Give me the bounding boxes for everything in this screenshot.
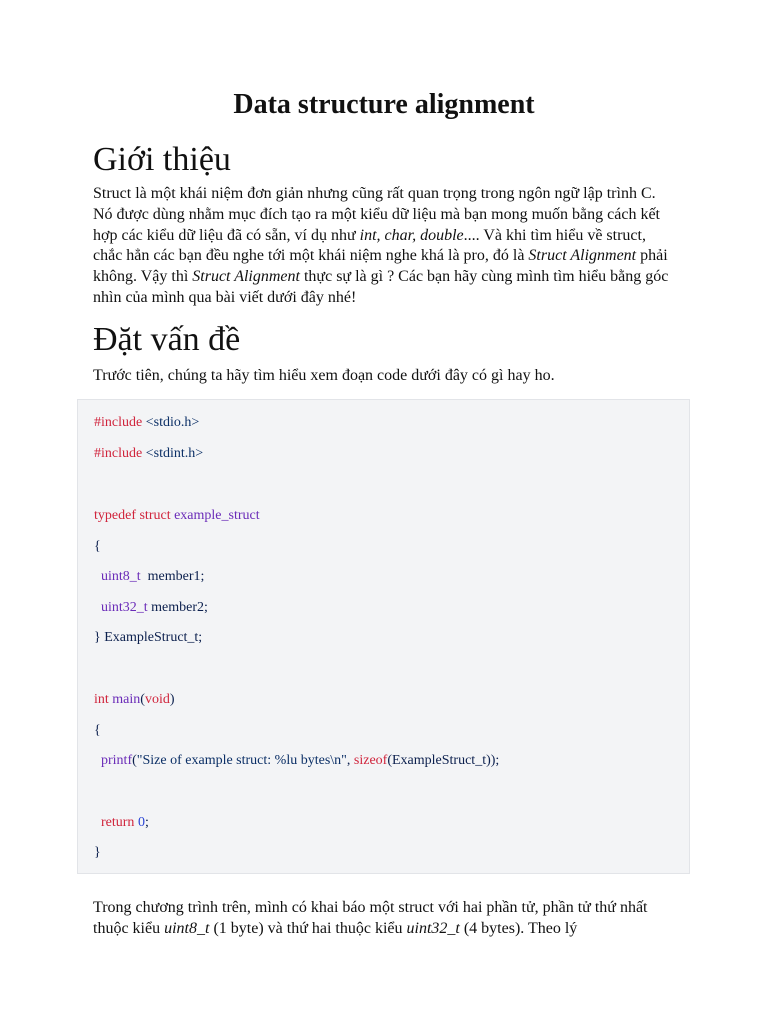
code-line-4: { <box>94 539 101 554</box>
intro-emphasis-struct-alignment-2: Struct Alignment <box>192 268 300 286</box>
document-title: Data structure alignment <box>233 89 535 120</box>
code-punct: (ExampleStruct_t)); <box>387 753 500 768</box>
intro-emphasis-types: int, char, double <box>359 226 464 244</box>
intro-emphasis-struct-alignment: Struct Alignment <box>528 247 637 265</box>
code-line-5 <box>94 568 204 586</box>
after-code-paragraph <box>93 898 678 940</box>
code-header: <stdint.h> <box>142 446 204 461</box>
code-line-9: { <box>94 723 101 738</box>
code-function: main <box>108 692 141 707</box>
intro-text-c: phải không. Vậy thì <box>93 247 668 286</box>
code-line-3 <box>94 507 260 525</box>
code-keyword: void <box>144 692 170 707</box>
code-line-12: } <box>94 845 101 860</box>
code-line-6 <box>94 599 208 617</box>
code-punct: ) <box>169 692 175 707</box>
problem-paragraph: Trước tiên, chúng ta hãy tìm hiểu xem đoạn code dưới đây có gì hay ho. <box>93 367 555 384</box>
heading-introduction: Giới thiệu <box>93 141 231 178</box>
after-code-text-c: (4 bytes). Theo lý <box>459 919 578 937</box>
code-line-10 <box>94 752 499 770</box>
code-type: uint32_t <box>94 600 148 615</box>
heading-problem: Đặt vấn đề <box>93 321 241 358</box>
code-keyword: typedef struct <box>94 508 171 523</box>
code-block <box>77 399 690 874</box>
after-code-emphasis-uint8: uint8_t <box>164 919 210 937</box>
code-keyword: sizeof <box>353 753 388 768</box>
code-preprocessor: #include <box>94 446 143 461</box>
code-member: member2; <box>147 600 208 615</box>
intro-text-d: thực sự là gì ? Các bạn hãy cùng mình tìm hiểu bằng góc nhìn của mình qua bài viết dưới đây nhé! <box>93 268 669 306</box>
code-preprocessor: #include <box>94 415 143 430</box>
after-code-text-b: (1 byte) và thứ hai thuộc kiểu <box>209 919 407 937</box>
code-punct: ( <box>132 753 137 768</box>
code-number: 0 <box>137 815 145 830</box>
intro-text-b: .... Và khi tìm hiểu về struct, chắc hẳn các bạn đều nghe tới một khái niệm nghe khá là pro, đó là <box>93 226 646 265</box>
code-struct-name: example_struct <box>170 508 260 523</box>
code-punct: ( <box>140 692 145 707</box>
code-punct: , <box>346 753 354 768</box>
code-line-8 <box>94 691 175 709</box>
code-line-7: } ExampleStruct_t; <box>94 630 203 645</box>
intro-paragraph <box>93 184 678 309</box>
code-line-2 <box>94 445 203 463</box>
code-punct: ; <box>144 815 149 830</box>
code-line-11 <box>94 814 149 832</box>
after-code-text-a: Trong chương trình trên, mình có khai báo một struct với hai phần tử, phần tử thứ nhất thuộc kiểu <box>93 899 648 937</box>
code-string: "Size of example struct: %lu bytes\n" <box>136 753 347 768</box>
code-member: member1; <box>140 569 205 584</box>
code-keyword: return <box>94 815 135 830</box>
code-header: <stdio.h> <box>142 415 200 430</box>
after-code-emphasis-uint32: uint32_t <box>406 919 460 937</box>
code-type: uint8_t <box>94 569 141 584</box>
intro-text-a: Struct là một khái niệm đơn giản nhưng cũng rất quan trọng trong ngôn ngữ lập trình C. Nó được dùng nhằm mục đích tạo ra một kiểu dữ liệu mà bạn mong muốn bằng cách kết hợp các kiểu dữ liệu đã có sẵn, ví dụ như <box>93 185 660 244</box>
code-line-1 <box>94 414 199 432</box>
code-function: printf <box>94 753 133 768</box>
code-keyword: int <box>94 692 109 707</box>
